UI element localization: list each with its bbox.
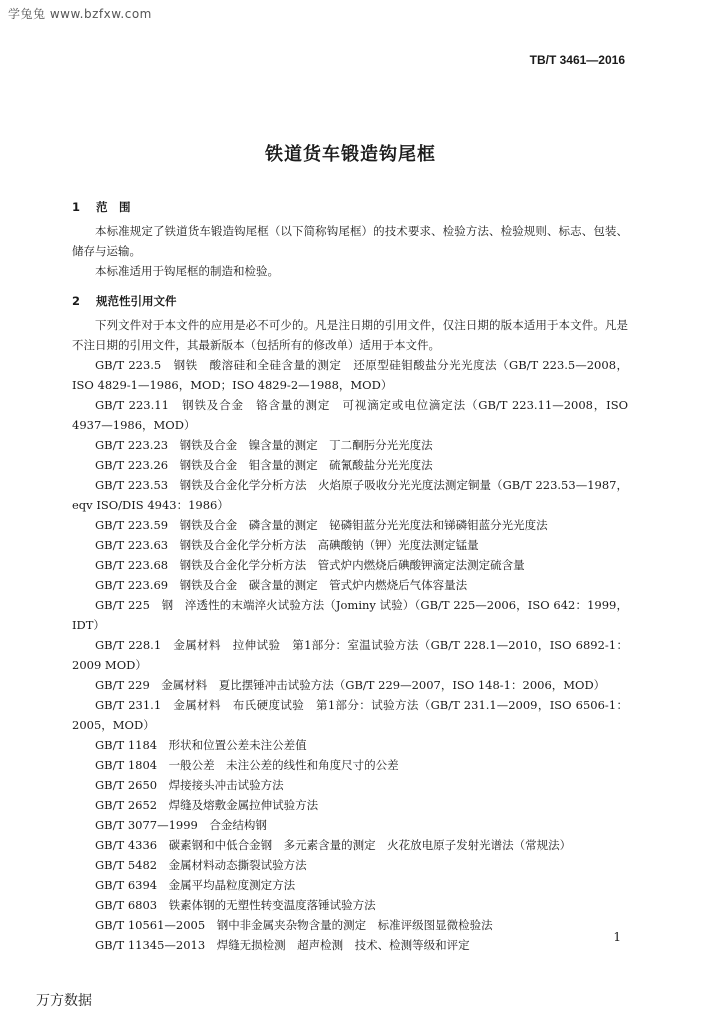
reference-item: GB/T 10561—2005 钢中非金属夹杂物含量的测定 标准评级图显微检验法 — [95, 918, 493, 932]
reference-item: GB/T 223.63 钢铁及合金化学分析方法 高碘酸钠（钾）光度法测定锰量 — [95, 538, 479, 552]
reference-item: GB/T 223.59 钢铁及合金 磷含量的测定 铋磷钼蓝分光光度法和锑磷钼蓝分光光度法 — [95, 518, 548, 532]
reference-item: GB/T 4336 碳素钢和中低合金钢 多元素含量的测定 火花放电原子发射光谱法（常规法） — [95, 838, 572, 852]
section-2-intro: 下列文件对于本文件的应用是必不可少的。凡是注日期的引用文件，仅注日期的版本适用于本文件。凡是不注日期的引用文件，其最新版本（包括所有的修改单）适用于本文件。 — [72, 318, 628, 352]
reference-item: GB/T 225 钢 淬透性的末端淬火试验方法（Jominy 试验）（GB/T 225—2006，ISO 642：1999，IDT） — [72, 598, 628, 632]
reference-item: GB/T 223.53 钢铁及合金化学分析方法 火焰原子吸收分光光度法测定铜量（GB/T 223.53—1987，eqv ISO/DIS 4943：1986） — [72, 478, 628, 512]
section-1-heading — [72, 197, 628, 217]
reference-item: GB/T 6803 铁素体钢的无塑性转变温度落锤试验方法 — [95, 898, 376, 912]
reference-item: GB/T 2652 焊缝及熔敷金属拉伸试验方法 — [95, 798, 319, 812]
section-1-paragraph: 本标准适用于钩尾框的制造和检验。 — [95, 264, 279, 278]
reference-item: GB/T 11345—2013 焊缝无损检测 超声检测 技术、检测等级和评定 — [95, 938, 470, 952]
reference-item: GB/T 223.11 钢铁及合金 铬含量的测定 可视滴定或电位滴定法（GB/T 223.11—2008，ISO 4937—1986，MOD） — [72, 398, 628, 432]
reference-item: GB/T 223.23 钢铁及合金 镍含量的测定 丁二酮肟分光光度法 — [95, 438, 433, 452]
reference-item: GB/T 223.68 钢铁及合金化学分析方法 管式炉内燃烧后碘酸钾滴定法测定硫含量 — [95, 558, 525, 572]
section-1-title: 范 围 — [96, 200, 131, 214]
reference-item: GB/T 228.1 金属材料 拉伸试验 第1部分：室温试验方法（GB/T 228.1—2010，ISO 6892-1：2009 MOD） — [72, 638, 628, 672]
section-2-number: 2 — [72, 294, 81, 308]
document-body — [72, 191, 628, 955]
reference-item: GB/T 223.69 钢铁及合金 碳含量的测定 管式炉内燃烧后气体容量法 — [95, 578, 468, 592]
section-2-title: 规范性引用文件 — [96, 294, 177, 308]
reference-item: GB/T 2650 焊接接头冲击试验方法 — [95, 778, 284, 792]
page-title: 铁道货车锻造钩尾框 — [265, 144, 436, 165]
reference-item: GB/T 5482 金属材料动态撕裂试验方法 — [95, 858, 307, 872]
reference-item: GB/T 1184 形状和位置公差未注公差值 — [95, 738, 307, 752]
footer-source: 万方数据 — [36, 993, 92, 1009]
reference-item: GB/T 223.26 钢铁及合金 钼含量的测定 硫氰酸盐分光光度法 — [95, 458, 433, 472]
reference-item: GB/T 229 金属材料 夏比摆锤冲击试验方法（GB/T 229—2007，ISO 148-1：2006，MOD） — [95, 678, 606, 692]
section-1-paragraph: 本标准规定了铁道货车锻造钩尾框（以下简称钩尾框）的技术要求、检验方法、检验规则、标志、包装、储存与运输。 — [72, 224, 628, 258]
reference-item: GB/T 223.5 钢铁 酸溶硅和全硅含量的测定 还原型硅钼酸盐分光光度法（GB/T 223.5—2008，ISO 4829-1—1986，MOD；ISO 4829-2—1988，MOD） — [72, 358, 628, 392]
reference-item: GB/T 3077—1999 合金结构钢 — [95, 818, 267, 832]
reference-item: GB/T 231.1 金属材料 布氏硬度试验 第1部分：试验方法（GB/T 231.1—2009，ISO 6506-1：2005，MOD） — [72, 698, 628, 732]
reference-list — [72, 355, 628, 955]
section-1-number: 1 — [72, 200, 81, 214]
reference-item: GB/T 1804 一般公差 未注公差的线性和角度尺寸的公差 — [95, 758, 399, 772]
reference-item: GB/T 6394 金属平均晶粒度测定方法 — [95, 878, 296, 892]
watermark: 学兔兔 www.bzfxw.com — [8, 7, 152, 21]
page-number: 1 — [613, 930, 621, 944]
standard-code: TB/T 3461—2016 — [529, 53, 625, 67]
section-2-heading — [72, 291, 628, 311]
